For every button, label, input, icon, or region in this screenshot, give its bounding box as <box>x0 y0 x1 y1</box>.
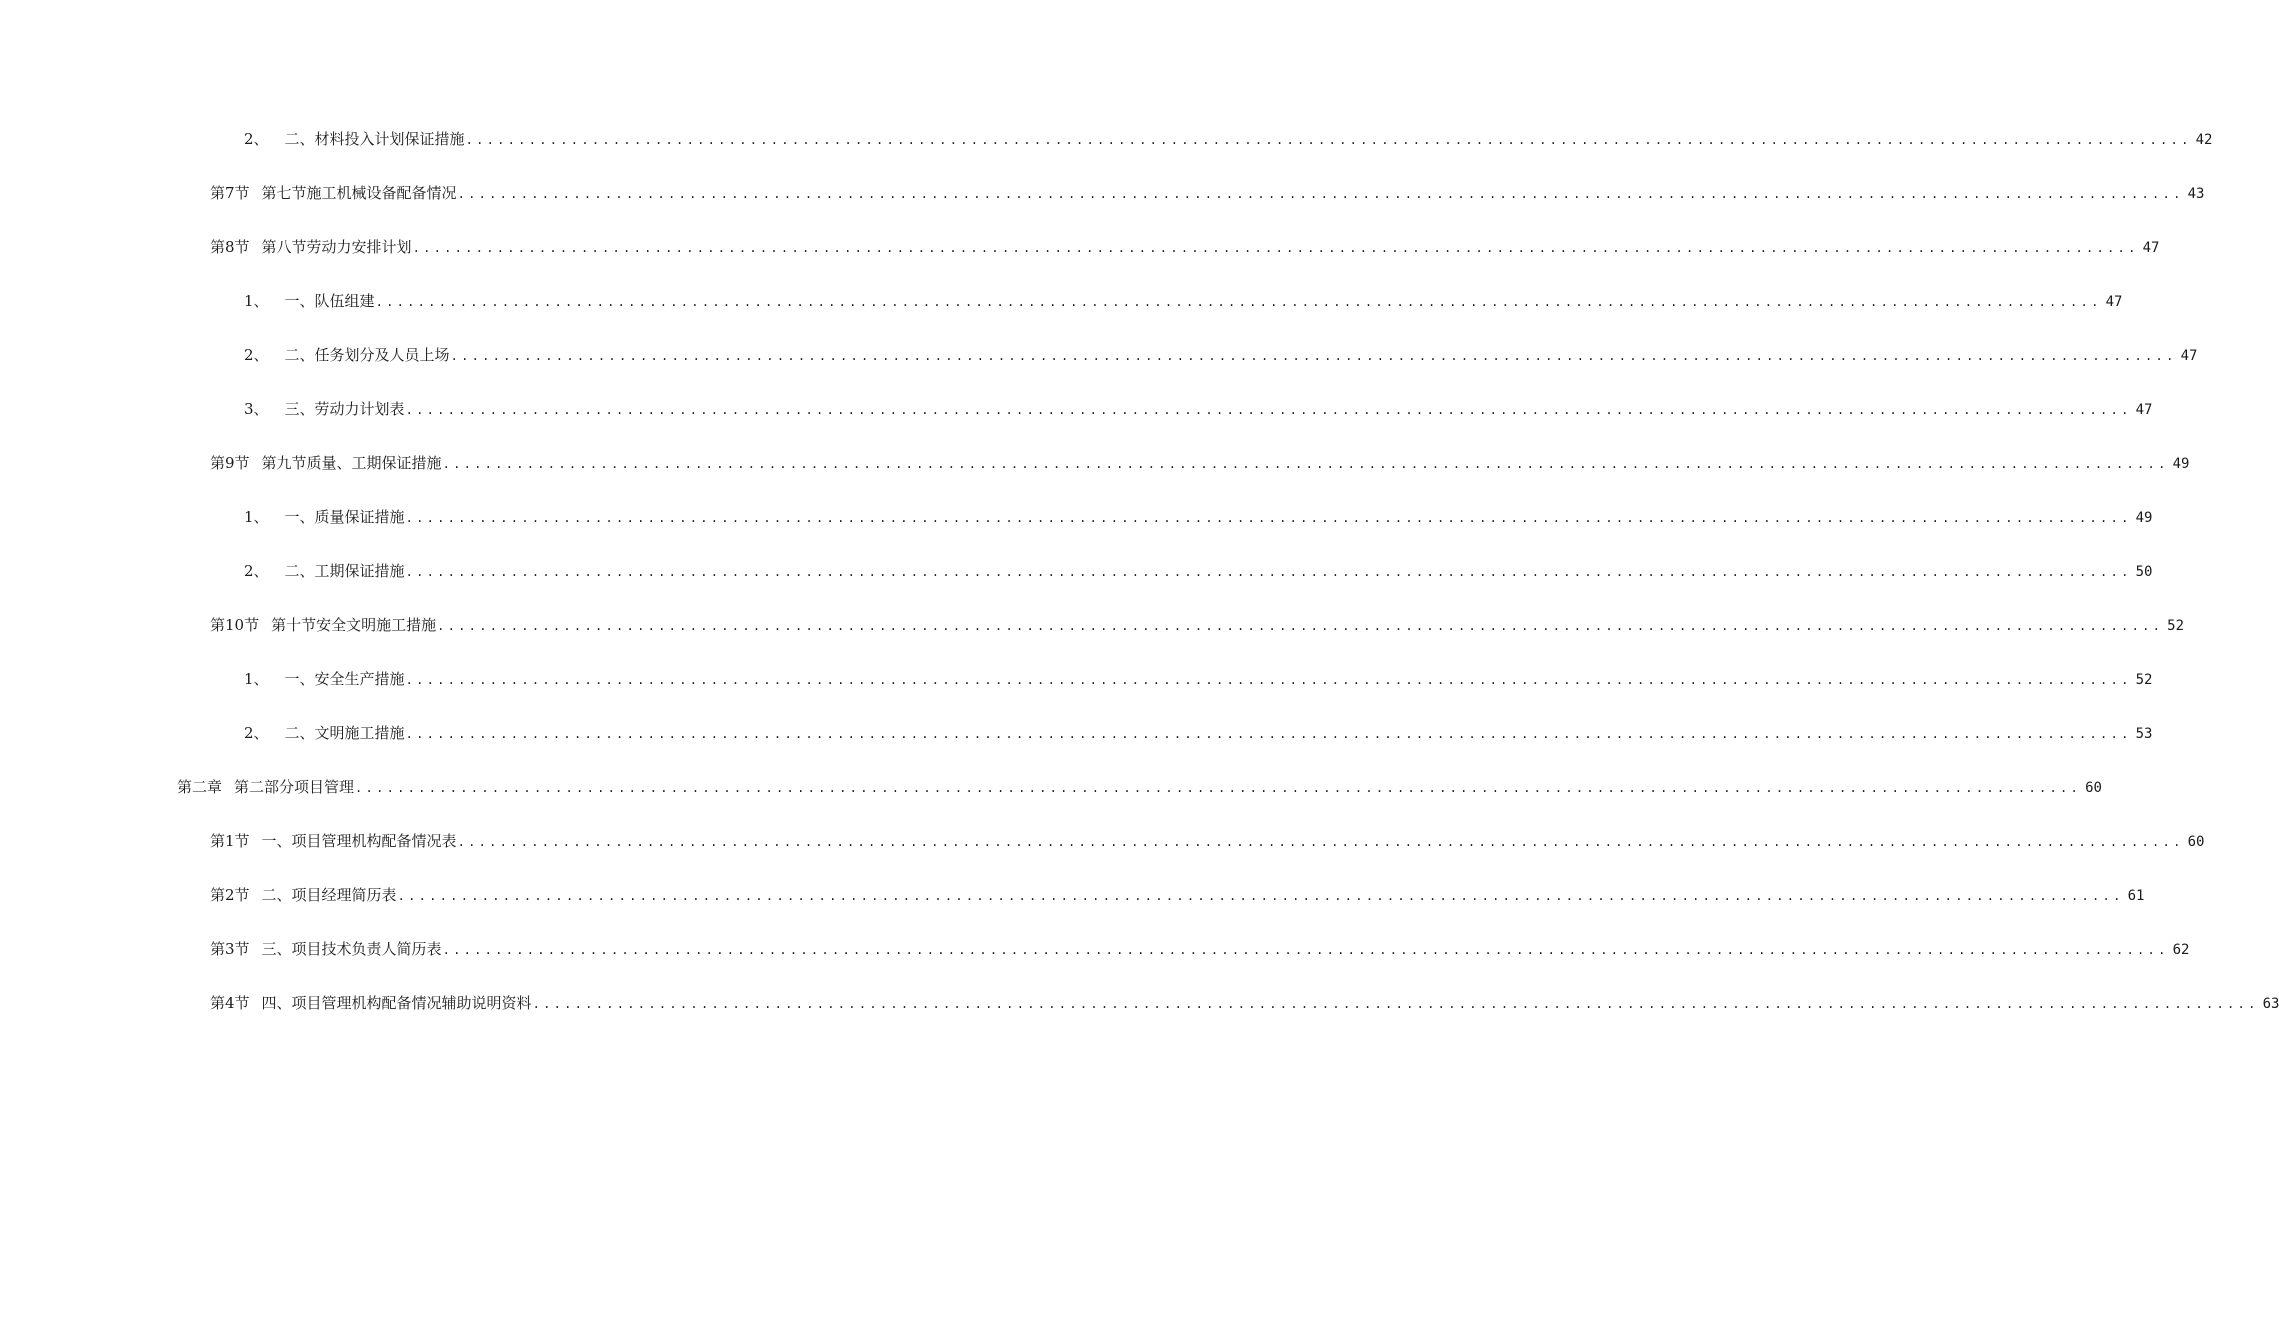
toc-leader-dots: .................................................................................................................................................................... <box>375 295 2102 309</box>
toc-entry-page: 42 <box>2195 132 2213 148</box>
toc-leader-dots: .................................................................................................................................................................... <box>412 241 2139 255</box>
toc-leader-dots: .................................................................................................................................................................... <box>442 943 2169 957</box>
toc-leader-dots: .................................................................................................................................................................... <box>405 403 2132 417</box>
toc-leader-dots: .................................................................................................................................................................... <box>465 133 2192 147</box>
toc-entry[interactable] <box>210 934 2190 964</box>
toc-leader-dots: .................................................................................................................................................................... <box>532 997 2259 1011</box>
toc-entry[interactable] <box>210 178 2205 208</box>
toc-entry-number: 第8节 <box>210 238 250 256</box>
toc-entry[interactable] <box>210 232 2160 262</box>
toc-entry-page: 50 <box>2135 564 2153 580</box>
toc-leader-dots: .................................................................................................................................................................... <box>405 511 2132 525</box>
toc-entry-number: 2、 <box>244 562 269 580</box>
toc-entry-title: 四、项目管理机构配备情况辅助说明资料 <box>261 994 532 1012</box>
toc-entry-title: 一、安全生产措施 <box>284 670 405 688</box>
toc-entry-title: 一、项目管理机构配备情况表 <box>261 832 457 850</box>
toc-entry-title: 二、材料投入计划保证措施 <box>284 130 465 148</box>
toc-leader-dots: .................................................................................................................................................................... <box>397 889 2124 903</box>
toc-entry-number: 第1节 <box>210 832 250 850</box>
toc-leader-dots: .................................................................................................................................................................... <box>405 565 2132 579</box>
toc-entry[interactable] <box>244 718 2153 748</box>
toc-entry-page: 52 <box>2167 618 2185 634</box>
toc-entry-number: 第二章 <box>177 778 223 796</box>
toc-entry-title: 三、项目技术负责人简历表 <box>261 940 442 958</box>
toc-entry-number: 第2节 <box>210 886 250 904</box>
toc-leader-dots: .................................................................................................................................................................... <box>457 187 2184 201</box>
toc-leader-dots: .................................................................................................................................................................... <box>450 349 2177 363</box>
toc-entry-page: 52 <box>2135 672 2153 688</box>
toc-entry-title: 一、质量保证措施 <box>284 508 405 526</box>
toc-entry-page: 47 <box>2105 294 2123 310</box>
toc-leader-dots: .................................................................................................................................................................... <box>437 619 2164 633</box>
toc-entry[interactable] <box>244 286 2123 316</box>
toc-entry-page: 49 <box>2172 456 2190 472</box>
toc-entry-title: 第九节质量、工期保证措施 <box>261 454 442 472</box>
toc-entry-number: 2、 <box>244 724 269 742</box>
toc-leader-dots: .................................................................................................................................................................... <box>457 835 2184 849</box>
toc-entry-page: 49 <box>2135 510 2153 526</box>
toc-entry[interactable] <box>244 124 2213 154</box>
toc-entry-title: 第二部分项目管理 <box>234 778 355 796</box>
toc-entry[interactable] <box>177 772 2102 802</box>
toc-entry[interactable] <box>244 394 2153 424</box>
toc-leader-dots: .................................................................................................................................................................... <box>405 727 2132 741</box>
toc-leader-dots: .................................................................................................................................................................... <box>405 673 2132 687</box>
toc-entry[interactable] <box>244 664 2153 694</box>
toc-entry[interactable] <box>210 988 2279 1018</box>
toc-entry-title: 二、任务划分及人员上场 <box>284 346 450 364</box>
toc-entry-title: 第十节安全文明施工措施 <box>271 616 437 634</box>
toc-entry-number: 1、 <box>244 670 269 688</box>
toc-entry-number: 2、 <box>244 130 269 148</box>
toc-entry-number: 第10节 <box>210 616 260 634</box>
toc-entry-page: 60 <box>2085 780 2102 796</box>
toc-entry-title: 第七节施工机械设备配备情况 <box>261 184 457 202</box>
toc-entry-page: 47 <box>2180 348 2198 364</box>
toc-entry[interactable] <box>244 556 2153 586</box>
toc-entry-page: 61 <box>2127 888 2145 904</box>
toc-entry-title: 二、项目经理简历表 <box>261 886 397 904</box>
toc-entry-title: 三、劳动力计划表 <box>284 400 405 418</box>
toc-entry-number: 1、 <box>244 508 269 526</box>
toc-entry-number: 2、 <box>244 346 269 364</box>
toc-entry[interactable] <box>210 880 2145 910</box>
toc-entry[interactable] <box>210 826 2205 856</box>
toc-entry-number: 3、 <box>244 400 269 418</box>
toc-leader-dots: .................................................................................................................................................................... <box>442 457 2169 471</box>
toc-entry-number: 第4节 <box>210 994 250 1012</box>
toc-entry[interactable] <box>210 610 2185 640</box>
toc-entry[interactable] <box>244 502 2153 532</box>
toc-entry-page: 47 <box>2142 240 2160 256</box>
toc-entry[interactable] <box>244 340 2198 370</box>
toc-entry-title: 二、工期保证措施 <box>284 562 405 580</box>
toc-entry-page: 47 <box>2135 402 2153 418</box>
toc-entry-page: 53 <box>2135 726 2153 742</box>
toc-entry-number: 第7节 <box>210 184 250 202</box>
toc-entry-page: 62 <box>2172 942 2190 958</box>
toc-entry[interactable] <box>210 448 2190 478</box>
toc-entry-title: 第八节劳动力安排计划 <box>261 238 412 256</box>
toc-entry-title: 二、文明施工措施 <box>284 724 405 742</box>
toc-entry-number: 第3节 <box>210 940 250 958</box>
toc-entry-page: 43 <box>2187 186 2205 202</box>
toc-leader-dots: .................................................................................................................................................................... <box>355 781 2082 795</box>
toc-entry-page: 60 <box>2187 834 2205 850</box>
toc-entry-title: 一、队伍组建 <box>284 292 375 310</box>
toc-entry-number: 第9节 <box>210 454 250 472</box>
toc-entry-page: 63 <box>2262 996 2279 1012</box>
toc-entry-number: 1、 <box>244 292 269 310</box>
